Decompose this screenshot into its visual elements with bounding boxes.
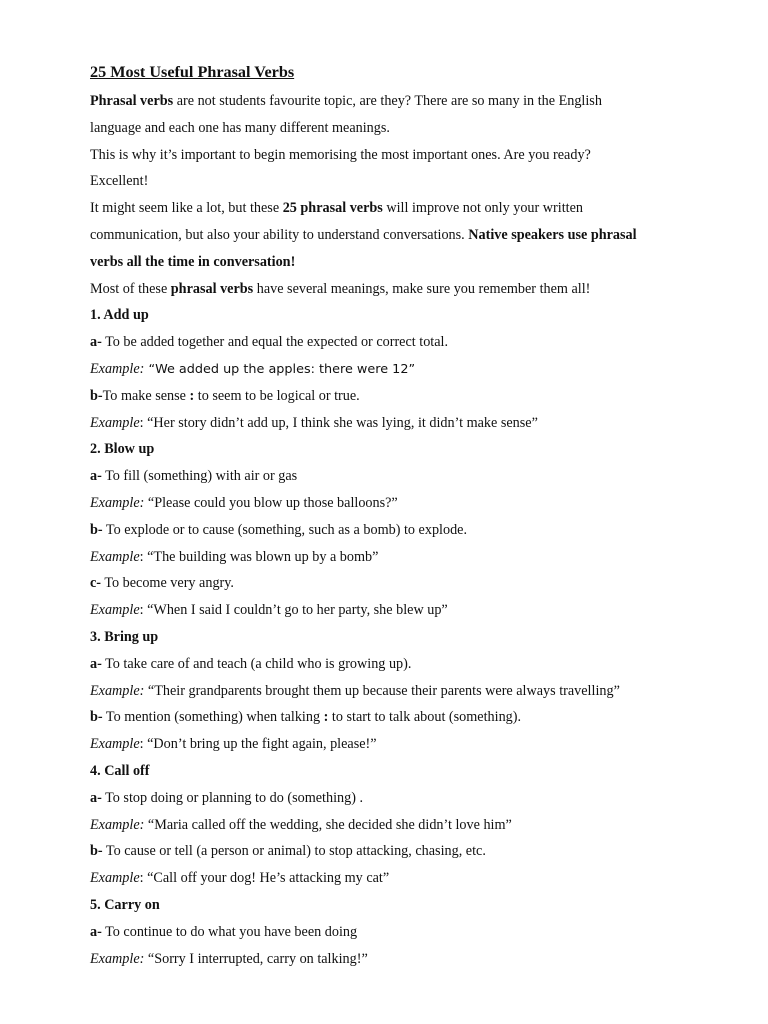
example-label: Example (90, 736, 140, 753)
intro-line-5 (90, 195, 690, 222)
example-text: “Maria called off the wedding, she decided she didn’t love him” (144, 816, 512, 833)
meaning-text: To become very angry. (101, 575, 234, 592)
meaning-a (90, 785, 690, 812)
example-text: “Their grandparents brought them up because their parents were always travelling” (144, 682, 620, 699)
meaning-a (90, 463, 690, 490)
meaning-label: b- (90, 709, 103, 726)
meaning-text: To be added together and equal the expected or correct total. (101, 334, 449, 351)
intro-line-3: This is why it’s important to begin memorising the most important ones. Are you ready? (90, 146, 591, 163)
intro-line-8 (90, 276, 690, 303)
text: Most of these (90, 280, 171, 297)
meaning-c (90, 570, 690, 597)
example-label: Example: (90, 682, 145, 699)
bold-term: phrasal verbs (170, 280, 254, 297)
meaning-label: a- (90, 468, 102, 485)
intro-line-6 (90, 222, 690, 249)
meaning-a (90, 651, 690, 678)
meaning-a (90, 329, 690, 356)
example-b (90, 731, 690, 758)
colon: : (189, 387, 195, 404)
meaning-text: To explode or to cause (something, such as a bomb) to explode. (102, 521, 468, 538)
example-a (90, 812, 690, 839)
example-label: Example (90, 870, 140, 887)
example-text: : “The building was blown up by a bomb” (139, 548, 379, 565)
example-label: Example: (90, 360, 145, 377)
bold-term: Phrasal verbs (90, 93, 174, 109)
meaning-text: To cause or tell (a person or animal) to stop attacking, chasing, etc. (102, 843, 486, 860)
verb-heading: 2. Blow up (90, 441, 155, 458)
meaning-text: To fill (something) with air or gas (101, 468, 298, 485)
text: It might seem like a lot, but these (90, 200, 283, 217)
verb-heading: 4. Call off (90, 762, 150, 779)
meaning-text: to seem to be logical or true. (194, 387, 360, 404)
text: have several meanings, make sure you remember them all! (253, 280, 591, 297)
meaning-text: To take care of and teach (a child who is growing up). (101, 655, 412, 672)
bold-term: Native speakers use phrasal (468, 226, 637, 243)
bold-term: 25 phrasal verbs (282, 200, 383, 217)
meaning-b (90, 704, 690, 731)
text: will improve not only your written (382, 200, 583, 217)
meaning-b (90, 517, 690, 544)
example-b (90, 410, 690, 437)
example-text: : “When I said I couldn’t go to her party, she blew up” (139, 602, 448, 619)
meaning-label: b- (90, 521, 103, 538)
intro-line-2: language and each one has many different meanings. (90, 119, 390, 136)
example-b (90, 865, 690, 892)
meaning-text: To continue to do what you have been doing (101, 923, 358, 940)
verb-heading: 3. Bring up (90, 628, 159, 645)
document-body (90, 88, 690, 972)
text: are not students favourite topic, are they? There are so many in the English (173, 93, 602, 109)
page-title: 25 Most Useful Phrasal Verbs (90, 63, 295, 81)
example-label: Example: (90, 494, 145, 511)
example-label: Example (90, 602, 140, 619)
example-label: Example: (90, 950, 145, 967)
example-text: “Please could you blow up those balloons?” (144, 494, 398, 511)
meaning-label: a- (90, 789, 102, 806)
meaning-label: a- (90, 923, 102, 940)
meaning-label: a- (90, 655, 102, 672)
meaning-label: a- (90, 334, 102, 351)
example-text: “We added up the apples: there were 12” (144, 361, 416, 377)
meaning-label: b- (90, 387, 103, 404)
example-text: “Sorry I interrupted, carry on talking!” (144, 950, 368, 967)
text: communication, but also your ability to understand conversations. (90, 226, 469, 243)
meaning-text: To stop doing or planning to do (something) . (101, 789, 364, 806)
example-b (90, 544, 690, 571)
example-a (90, 490, 690, 517)
example-text: : “Her story didn’t add up, I think she was lying, it didn’t make sense” (139, 414, 538, 431)
intro-line-4: Excellent! (90, 173, 149, 190)
meaning-text: To make sense (102, 387, 190, 404)
meaning-label: c- (90, 575, 102, 592)
meaning-text: To mention (something) when talking (102, 709, 324, 726)
meaning-b (90, 383, 690, 410)
intro-line-1 (90, 88, 690, 115)
example-label: Example (90, 414, 140, 431)
example-a (90, 356, 690, 383)
verb-heading: 5. Carry on (90, 896, 160, 913)
example-c (90, 597, 690, 624)
example-a (90, 678, 690, 705)
colon: : (323, 709, 329, 726)
intro-line-7: verbs all the time in conversation! (90, 253, 296, 270)
meaning-label: b- (90, 843, 103, 860)
example-label: Example (90, 548, 140, 565)
meaning-a (90, 919, 690, 946)
meaning-text: to start to talk about (something). (328, 709, 522, 726)
example-a (90, 946, 690, 973)
example-text: : “Call off your dog! He’s attacking my cat” (139, 870, 390, 887)
verb-heading: 1. Add up (90, 307, 149, 324)
example-text: : “Don’t bring up the fight again, please!” (139, 736, 377, 753)
meaning-b (90, 838, 690, 865)
example-label: Example: (90, 816, 145, 833)
